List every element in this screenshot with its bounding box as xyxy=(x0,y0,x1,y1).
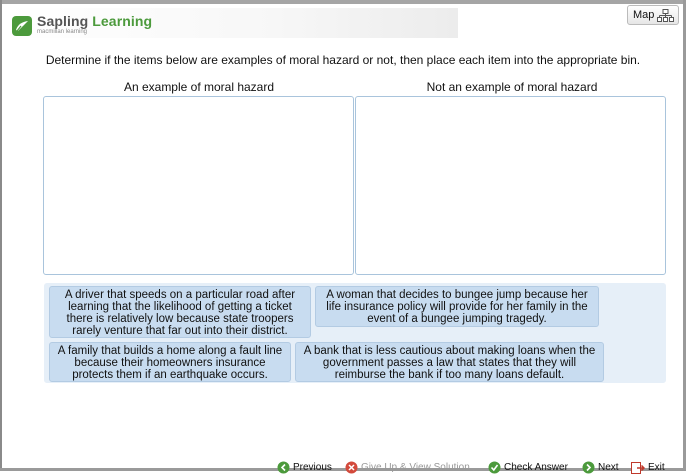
next-button[interactable]: Next xyxy=(582,461,619,474)
previous-arrow-icon xyxy=(277,461,290,474)
map-label: Map xyxy=(633,9,655,21)
check-icon xyxy=(488,461,501,474)
brand-header xyxy=(6,8,458,38)
bin-not-moral-hazard[interactable] xyxy=(355,96,666,275)
question-instruction: Determine if the items below are examples of moral hazard or not, then place each item into the appropriate bin. xyxy=(45,53,641,67)
map-button[interactable] xyxy=(627,5,679,25)
next-arrow-icon xyxy=(582,461,595,474)
drag-item-bungee-jumper[interactable]: A woman that decides to bungee jump because her life insurance policy will provide for her family in the event of a bungee jumping tragedy. xyxy=(315,286,599,327)
exit-icon xyxy=(631,461,645,474)
window-left-border xyxy=(0,0,2,471)
window-top-border xyxy=(0,0,686,4)
brand-subtitle: macmillan learning xyxy=(37,29,88,35)
exit-button[interactable]: Exit xyxy=(631,461,665,474)
bin-label-not-moral-hazard: Not an example of moral hazard xyxy=(426,80,598,94)
bin-moral-hazard[interactable] xyxy=(43,96,354,275)
drag-item-speeding-driver[interactable]: A driver that speeds on a particular road after learning that the likelihood of getting a ticket there is relatively low because state troopers rarely venture that far out into their district. xyxy=(49,286,311,338)
brand-title: Sapling Learning xyxy=(37,13,153,29)
previous-button[interactable]: Previous xyxy=(277,461,332,474)
cancel-icon xyxy=(345,461,358,474)
sitemap-icon xyxy=(657,9,674,22)
check-answer-button[interactable]: Check Answer xyxy=(488,461,568,474)
bin-label-moral-hazard: An example of moral hazard xyxy=(123,80,275,94)
drag-item-fault-line-home[interactable]: A family that builds a home along a fault line because their homeowners insurance protects them if an earthquake occurs. xyxy=(49,342,291,382)
give-up-button[interactable]: Give Up & View Solution xyxy=(345,461,470,474)
sapling-logo-icon xyxy=(12,16,32,36)
drag-item-cautious-bank[interactable]: A bank that is less cautious about making loans when the government passes a law that states that they will reimburse the bank if too many loans default. xyxy=(295,342,604,382)
